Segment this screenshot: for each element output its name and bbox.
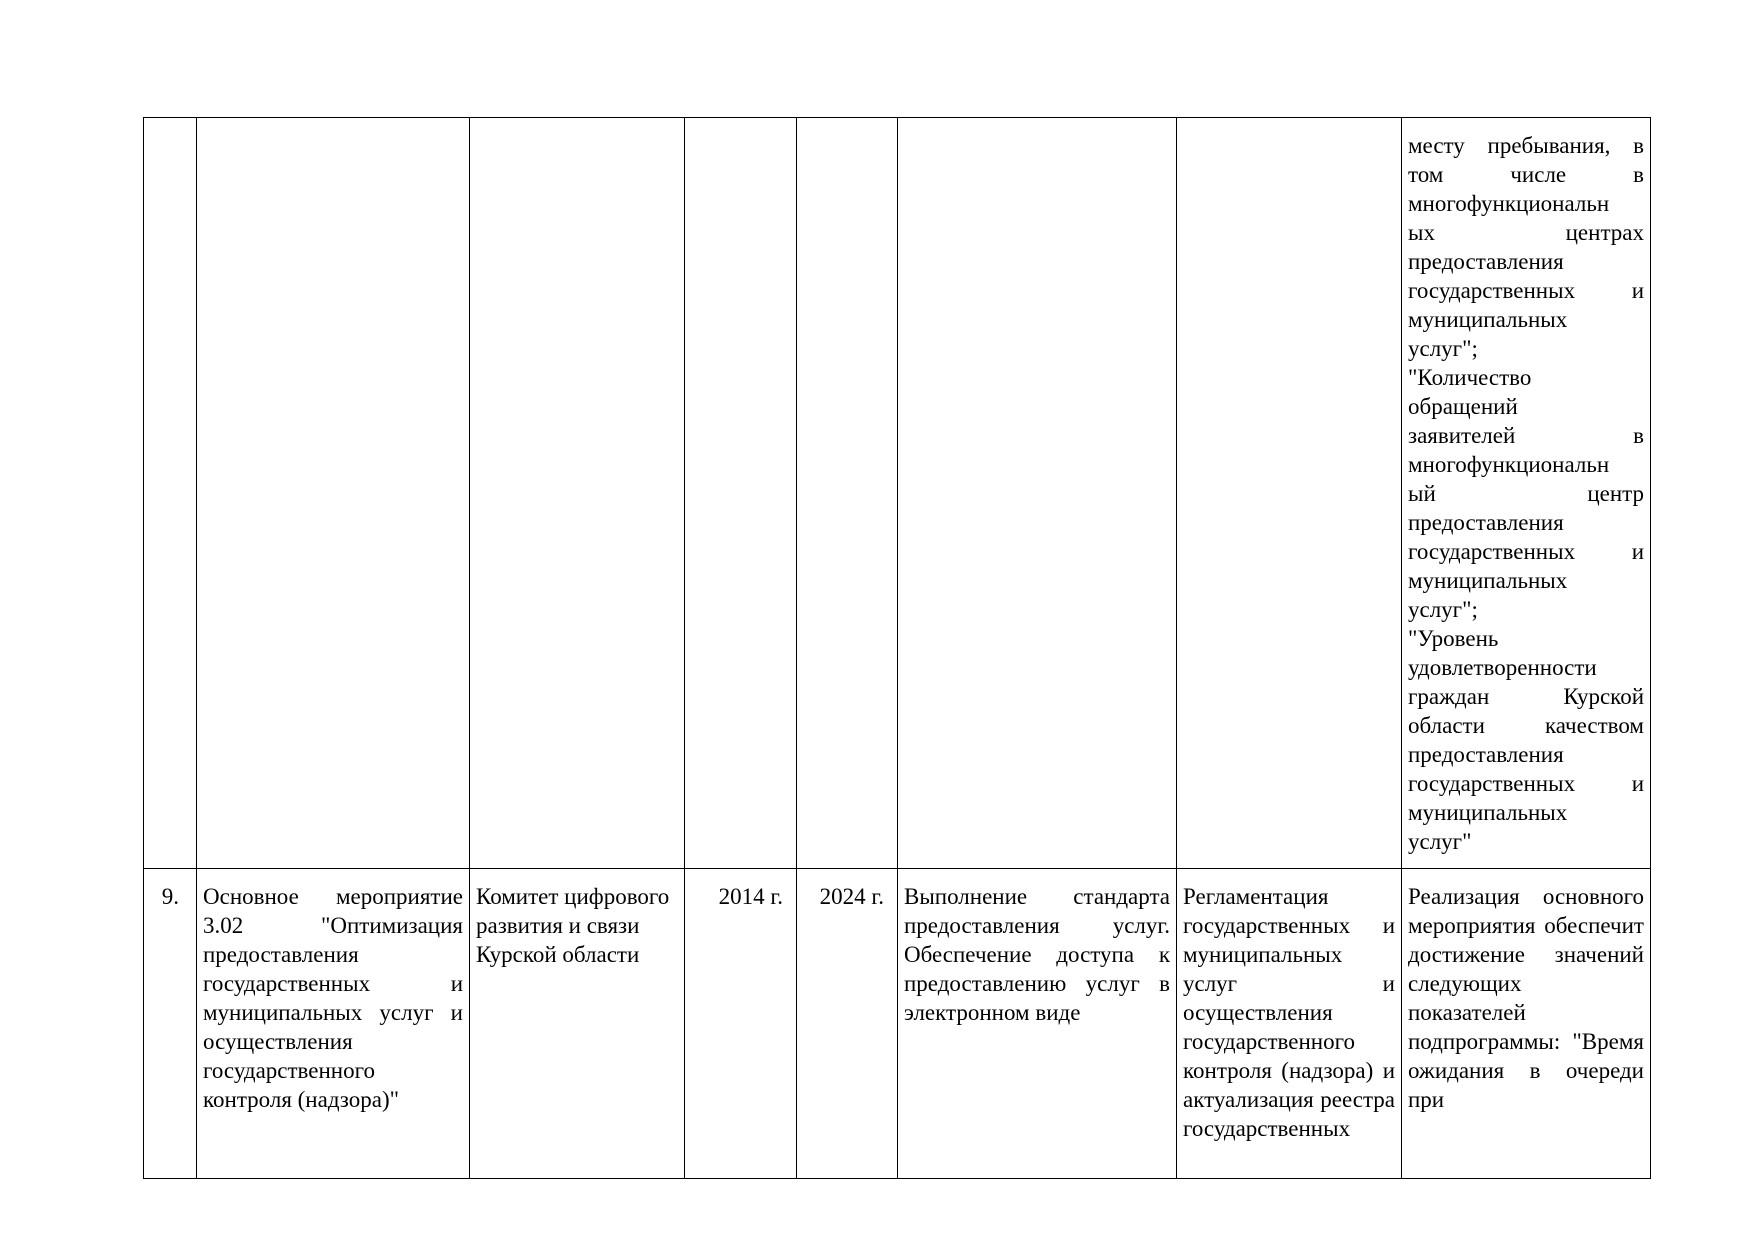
- indicator-line: "Количество: [1408, 365, 1532, 390]
- indicator-line: предоставления: [1408, 249, 1564, 274]
- indicator-line: государственных и: [1408, 539, 1644, 564]
- indicator-line: государственных и: [1408, 278, 1644, 303]
- indicator-line: граждан Курской: [1408, 684, 1644, 709]
- indicator-line: ых центрах: [1408, 220, 1644, 245]
- cell-indicators-continued: [1402, 118, 1651, 869]
- cell-consequences: Регламентация государственных и муниципальных услуг и осуществления государственного контроля (надзора) и актуализация реестра государственных: [1177, 869, 1402, 1179]
- indicator-line: услуг";: [1408, 336, 1478, 361]
- cell-number-empty: [144, 118, 197, 869]
- cell-activity: Основное мероприятие 3.02 "Оптимизация предоставления государственных и муниципальных услуг и осуществления государственного контроля (надзора)": [197, 869, 470, 1179]
- indicator-line: услуг": [1408, 829, 1472, 854]
- indicator-line: удовлетворенности: [1408, 655, 1597, 680]
- indicator-line: многофункциональн: [1408, 191, 1610, 216]
- cell-executor: Комитет цифрового развития и связи Курской области: [470, 869, 685, 1179]
- indicator-line: области качеством: [1408, 713, 1644, 738]
- indicator-line: предоставления: [1408, 510, 1564, 535]
- indicator-line: предоставления: [1408, 742, 1564, 767]
- indicator-line: ый центр: [1408, 481, 1644, 506]
- table-row-continuation: [144, 118, 1651, 869]
- cell-start-year: 2014 г.: [685, 869, 797, 1179]
- indicator-line: заявителей в: [1408, 423, 1644, 448]
- program-activities-table: [143, 117, 1651, 1179]
- indicator-line: том числе в: [1408, 162, 1644, 187]
- cell-consequences-empty: [1177, 118, 1402, 869]
- indicator-line: многофункциональн: [1408, 452, 1610, 477]
- indicator-line: месту пребывания, в: [1408, 133, 1644, 158]
- indicator-line: муниципальных: [1408, 800, 1568, 825]
- cell-executor-empty: [470, 118, 685, 869]
- indicator-line: услуг";: [1408, 597, 1478, 622]
- cell-indicators: Реализация основного мероприятия обеспечит достижение значений следующих показателей подпрограммы: "Время ожидания в очереди при: [1402, 869, 1651, 1179]
- cell-start-year-empty: [685, 118, 797, 869]
- cell-activity-empty: [197, 118, 470, 869]
- cell-expected-result: Выполнение стандарта предоставления услуг. Обеспечение доступа к предоставлению услуг в электронном виде: [898, 869, 1177, 1179]
- cell-expected-result-empty: [898, 118, 1177, 869]
- cell-end-year-empty: [797, 118, 898, 869]
- cell-number: 9.: [144, 869, 197, 1179]
- indicator-line: обращений: [1408, 394, 1518, 419]
- indicator-line: муниципальных: [1408, 568, 1568, 593]
- table-row-9: [144, 869, 1651, 1179]
- indicator-line: муниципальных: [1408, 307, 1568, 332]
- cell-end-year: 2024 г.: [797, 869, 898, 1179]
- indicator-line: "Уровень: [1408, 626, 1499, 651]
- indicator-line: государственных и: [1408, 771, 1644, 796]
